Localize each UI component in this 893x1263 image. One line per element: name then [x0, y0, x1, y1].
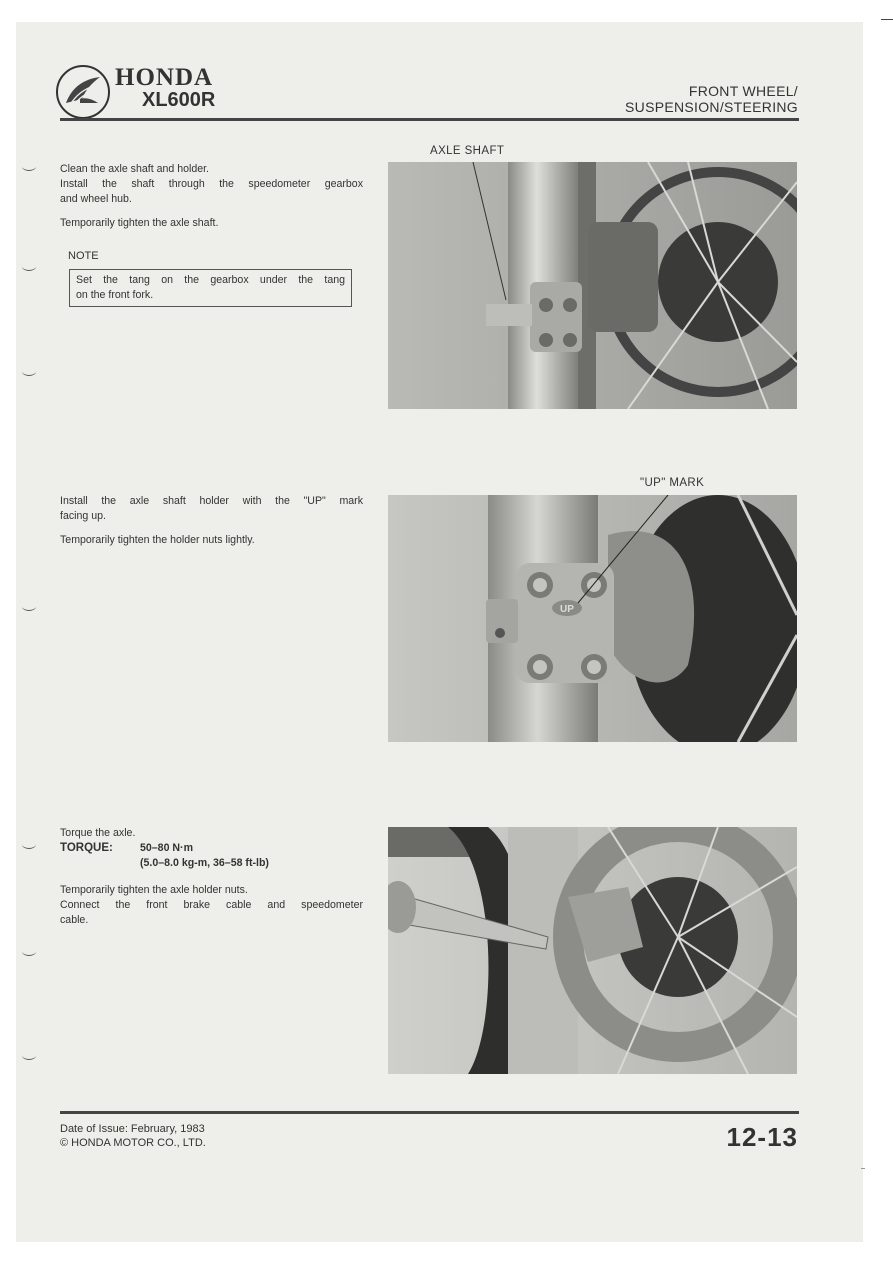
model-name: XL600R — [142, 89, 216, 111]
step2-line: Install the axle shaft holder with the "UP" mark — [60, 495, 363, 507]
step2-text — [60, 494, 363, 548]
header-rule — [60, 118, 799, 121]
step1-line: and wheel hub. — [60, 193, 132, 205]
page-edge-mark — [881, 19, 893, 20]
step1-line: Install the shaft through the speedometer gearbox — [60, 178, 363, 190]
photo-axle-shaft — [388, 162, 797, 409]
step2-line: Temporarily tighten the holder nuts lightly. — [60, 534, 255, 546]
page-edge-mark — [861, 1168, 865, 1169]
step1-line: Clean the axle shaft and holder. — [60, 163, 210, 175]
step1-line: Temporarily tighten the axle shaft. — [60, 217, 219, 229]
binder-mark — [22, 262, 36, 271]
note-label: NOTE — [68, 250, 99, 262]
torque-value-alt: (5.0–8.0 kg-m, 36–58 ft-lb) — [140, 857, 269, 869]
step2-line: facing up. — [60, 510, 106, 522]
step3-text — [60, 826, 363, 928]
binder-mark — [22, 602, 36, 611]
note-line: Set the tang on the gearbox under the tang — [76, 274, 345, 286]
page-number: 12-13 — [726, 1122, 798, 1152]
footer-info — [60, 1122, 206, 1150]
step3-line: cable. — [60, 914, 89, 926]
step3-line: Torque the axle. — [60, 827, 136, 839]
honda-wing-logo — [56, 65, 110, 119]
step3-line: Temporarily tighten the axle holder nuts. — [60, 884, 248, 896]
section-title-line: SUSPENSION/STEERING — [625, 99, 798, 115]
footer-rule — [60, 1111, 799, 1114]
photo2-caption: "UP" MARK — [640, 477, 705, 489]
photo1-caption: AXLE SHAFT — [430, 145, 505, 157]
binder-mark — [22, 1051, 36, 1060]
binder-mark — [22, 947, 36, 956]
step1-text — [60, 162, 363, 231]
binder-mark — [22, 162, 36, 171]
binder-mark — [22, 840, 36, 849]
step3-line: Connect the front brake cable and speedometer — [60, 899, 363, 911]
torque-spec — [60, 841, 363, 871]
note-line: on the front fork. — [76, 289, 154, 301]
photo-up-mark — [388, 495, 797, 742]
section-title — [625, 83, 798, 115]
copyright: © HONDA MOTOR CO., LTD. — [60, 1137, 206, 1149]
section-title-line: FRONT WHEEL/ — [688, 83, 798, 99]
torque-label: TORQUE: — [60, 842, 113, 854]
torque-value: 50–80 N·m — [140, 842, 193, 854]
binder-mark — [22, 367, 36, 376]
note-box — [69, 269, 352, 307]
photo-torque-axle — [388, 827, 797, 1074]
issue-date: Date of Issue: February, 1983 — [60, 1123, 205, 1135]
up-stamp-text: UP — [560, 604, 574, 615]
brand-name: HONDA — [115, 64, 214, 91]
